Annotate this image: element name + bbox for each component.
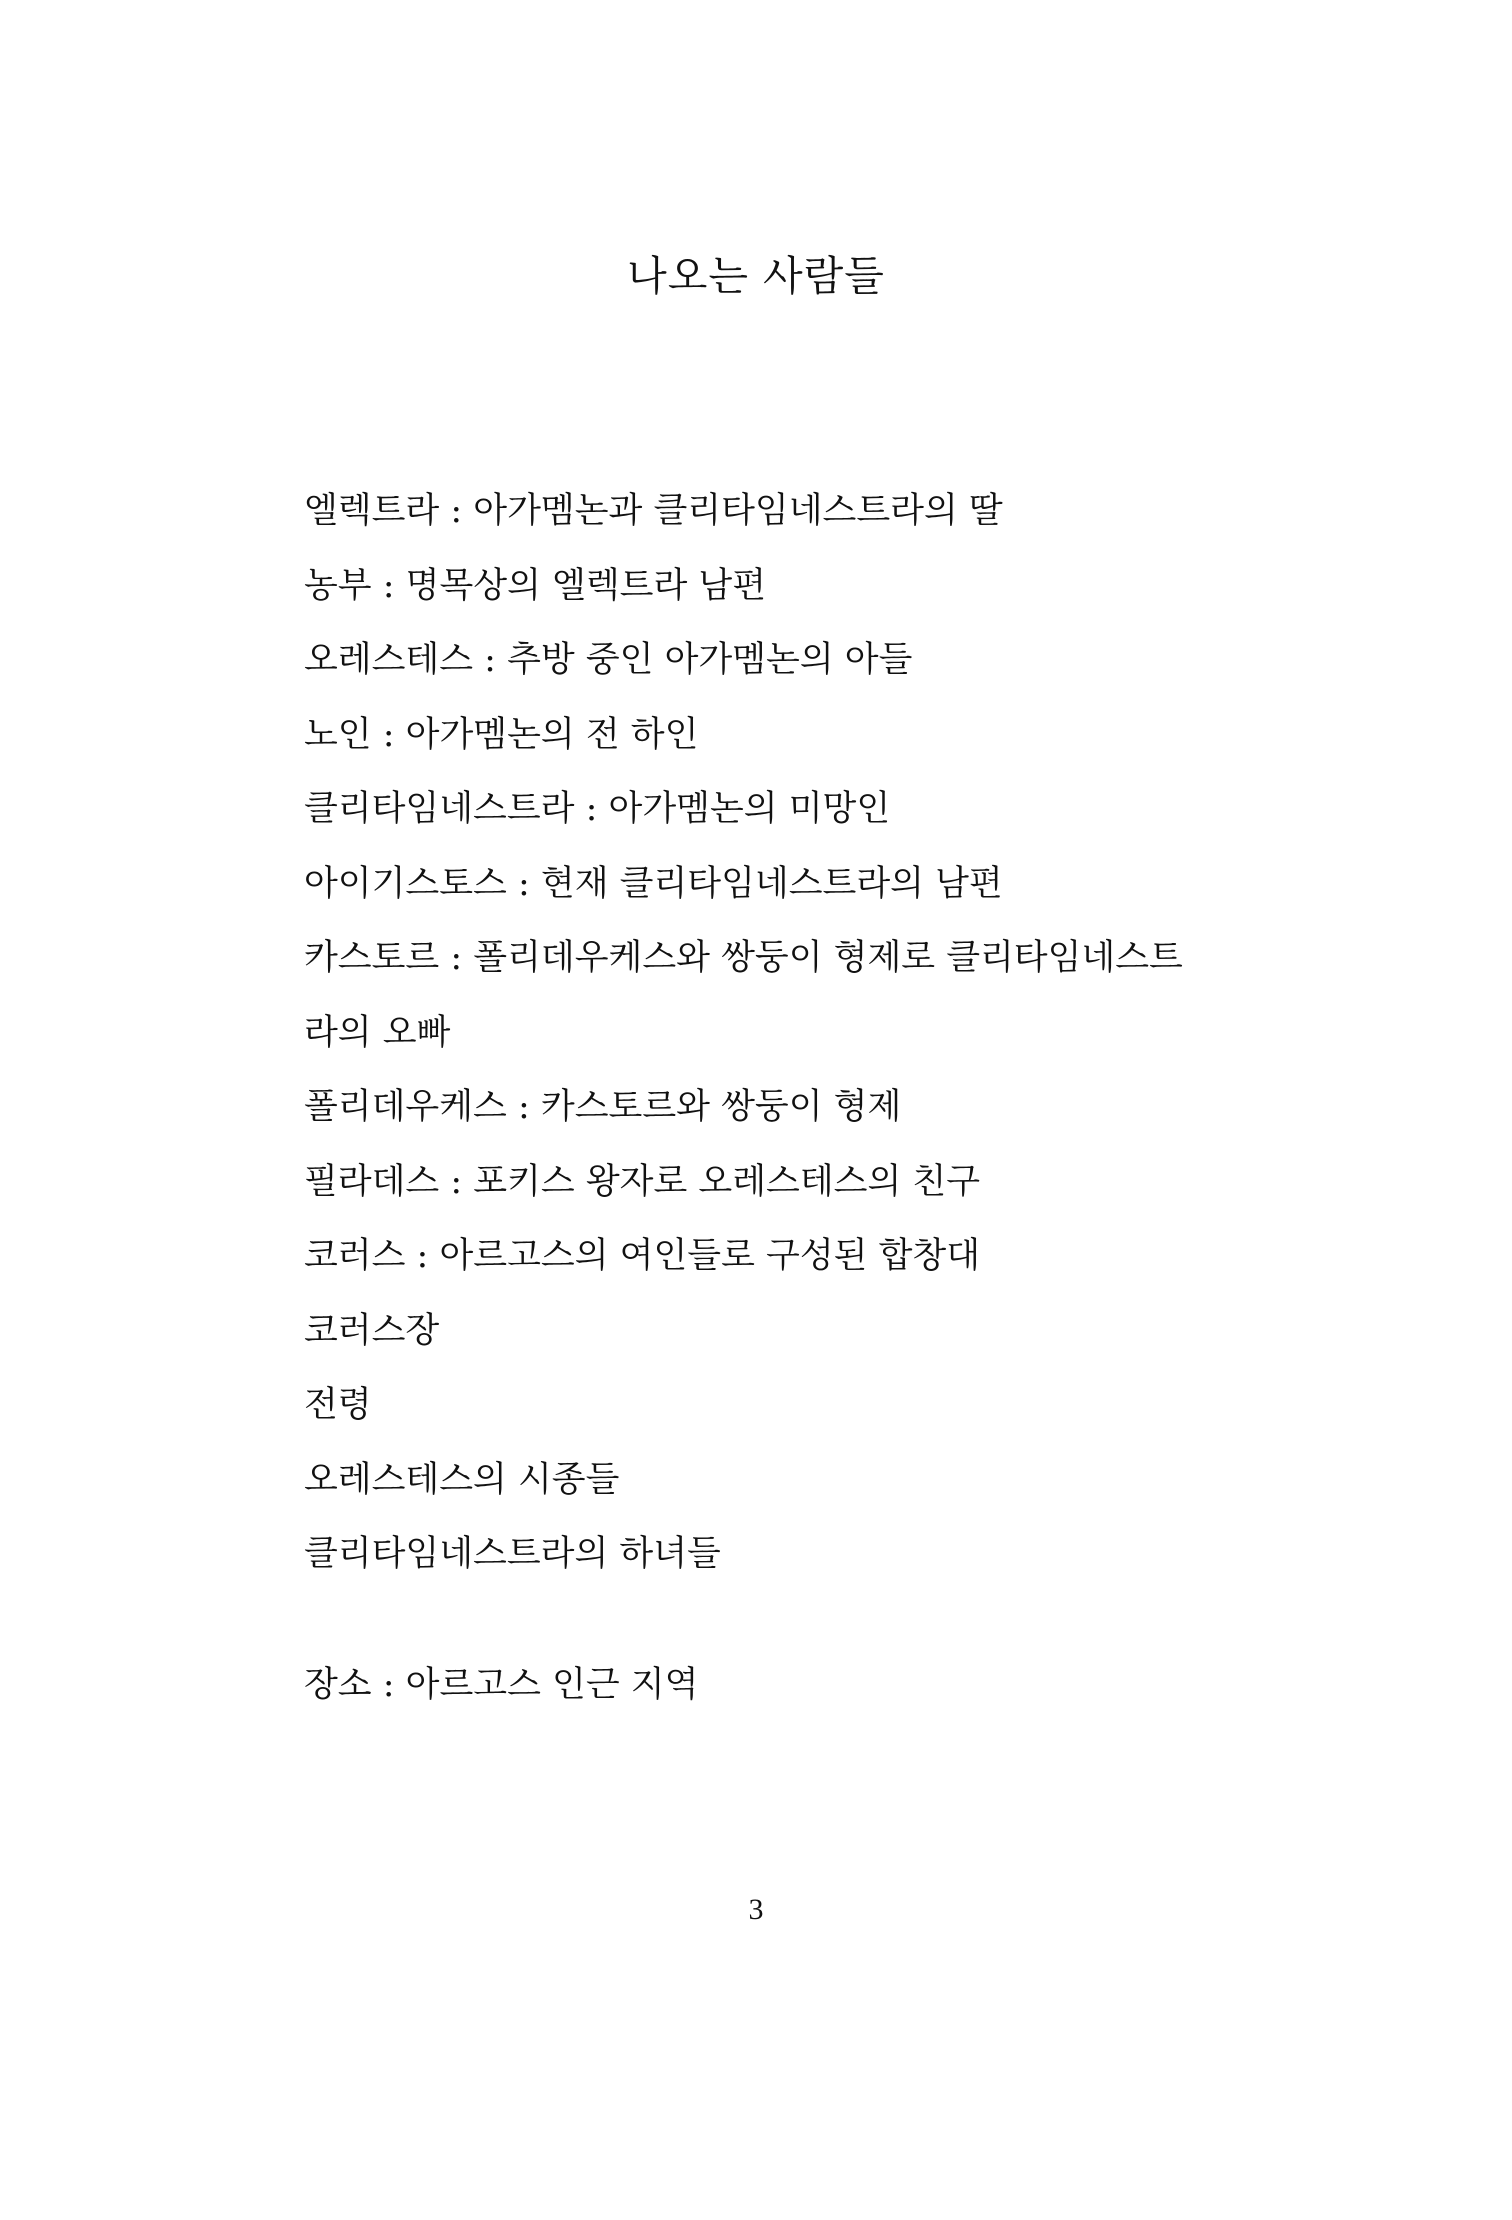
cast-line: 카스토르 : 폴리데우케스와 쌍둥이 형제로 클리타임네스트: [304, 938, 1183, 978]
cast-line: 클리타임네스트라 : 아가멤논의 미망인: [304, 789, 891, 829]
cast-list: [304, 474, 1304, 1592]
cast-line: 클리타임네스트라의 하녀들: [304, 1534, 721, 1574]
page-number: 3: [748, 1893, 764, 1926]
cast-line: 코러스 : 아르고스의 여인들로 구성된 합창대: [304, 1236, 981, 1276]
cast-line: 엘렉트라 : 아가멤논과 클리타임네스트라의 딸: [304, 491, 1003, 531]
cast-line: 코러스장: [304, 1310, 440, 1351]
page-title: 나오는 사람들: [627, 252, 885, 300]
cast-line-continuation: 라의 오빠: [304, 1012, 451, 1053]
cast-line: 아이기스토스 : 현재 클리타임네스트라의 남편: [304, 863, 1003, 904]
setting-line: 장소 : 아르고스 인근 지역: [304, 1665, 699, 1705]
cast-line: 오레스테스의 시종들: [304, 1459, 620, 1500]
cast-line: 전령: [304, 1385, 372, 1425]
cast-line: 폴리데우케스 : 카스토르와 쌍둥이 형제: [304, 1087, 902, 1127]
cast-line: 필라데스 : 포키스 왕자로 오레스테스의 친구: [304, 1161, 981, 1202]
cast-line: 노인 : 아가멤논의 전 하인: [304, 714, 699, 755]
cast-line: 농부 : 명목상의 엘렉트라 남편: [304, 565, 767, 606]
cast-line: 오레스테스 : 추방 중인 아가멤논의 아들: [304, 640, 913, 680]
